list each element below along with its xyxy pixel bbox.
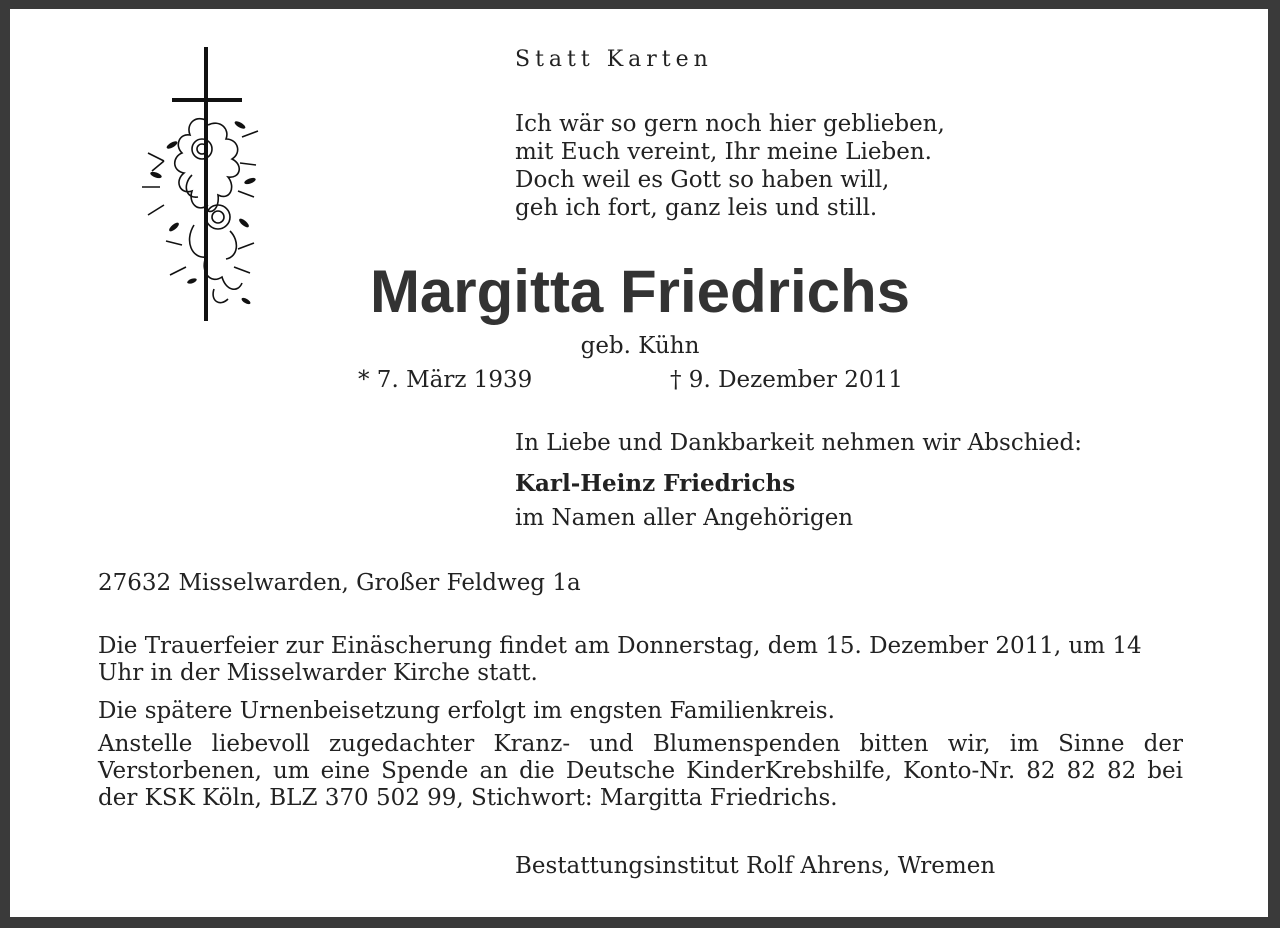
burial-paragraph: Die spätere Urnenbeisetzung erfolgt im engsten Familienkreis. xyxy=(98,698,835,724)
header-statt-karten: Statt Karten xyxy=(515,47,713,72)
poem-line: geh ich fort, ganz leis und still. xyxy=(515,195,878,221)
ceremony-paragraph: Die Trauerfeier zur Einäscherung findet am Donnerstag, dem 15. Dezember 2011, um 14 Uhr in der Misselwarder Kirche statt. xyxy=(98,633,1142,686)
mourner-name: Karl-Heinz Friedrichs xyxy=(515,470,796,497)
donation-paragraph: Anstelle liebevoll zugedachter Kranz- und Blumenspenden bitten wir, im Sinne der Verstorbenen, um eine Spende an die Deutsche KinderKrebshilfe, Konto-Nr. 82 82 82 bei der KSK Köln, BLZ 370 502 99, Stichwort: Margitta Friedrichs. xyxy=(98,731,1183,811)
poem-line: Doch weil es Gott so haben will, xyxy=(515,167,890,193)
obituary-card xyxy=(10,9,1268,917)
maiden-name: geb. Kühn xyxy=(580,333,700,359)
death-date: † 9. Dezember 2011 xyxy=(670,367,903,393)
farewell-text: In Liebe und Dankbarkeit nehmen wir Abschied: xyxy=(515,430,1082,456)
poem-line: mit Euch vereint, Ihr meine Lieben. xyxy=(515,139,932,165)
birth-date: * 7. März 1939 xyxy=(358,367,533,393)
poem xyxy=(515,110,945,222)
address: 27632 Misselwarden, Großer Feldweg 1a xyxy=(98,570,581,596)
poem-line: Ich wär so gern noch hier geblieben, xyxy=(515,111,945,137)
mourner-note: im Namen aller Angehörigen xyxy=(515,505,854,531)
deceased-name: Margitta Friedrichs xyxy=(369,258,911,325)
funeral-home: Bestattungsinstitut Rolf Ahrens, Wremen xyxy=(515,853,996,879)
